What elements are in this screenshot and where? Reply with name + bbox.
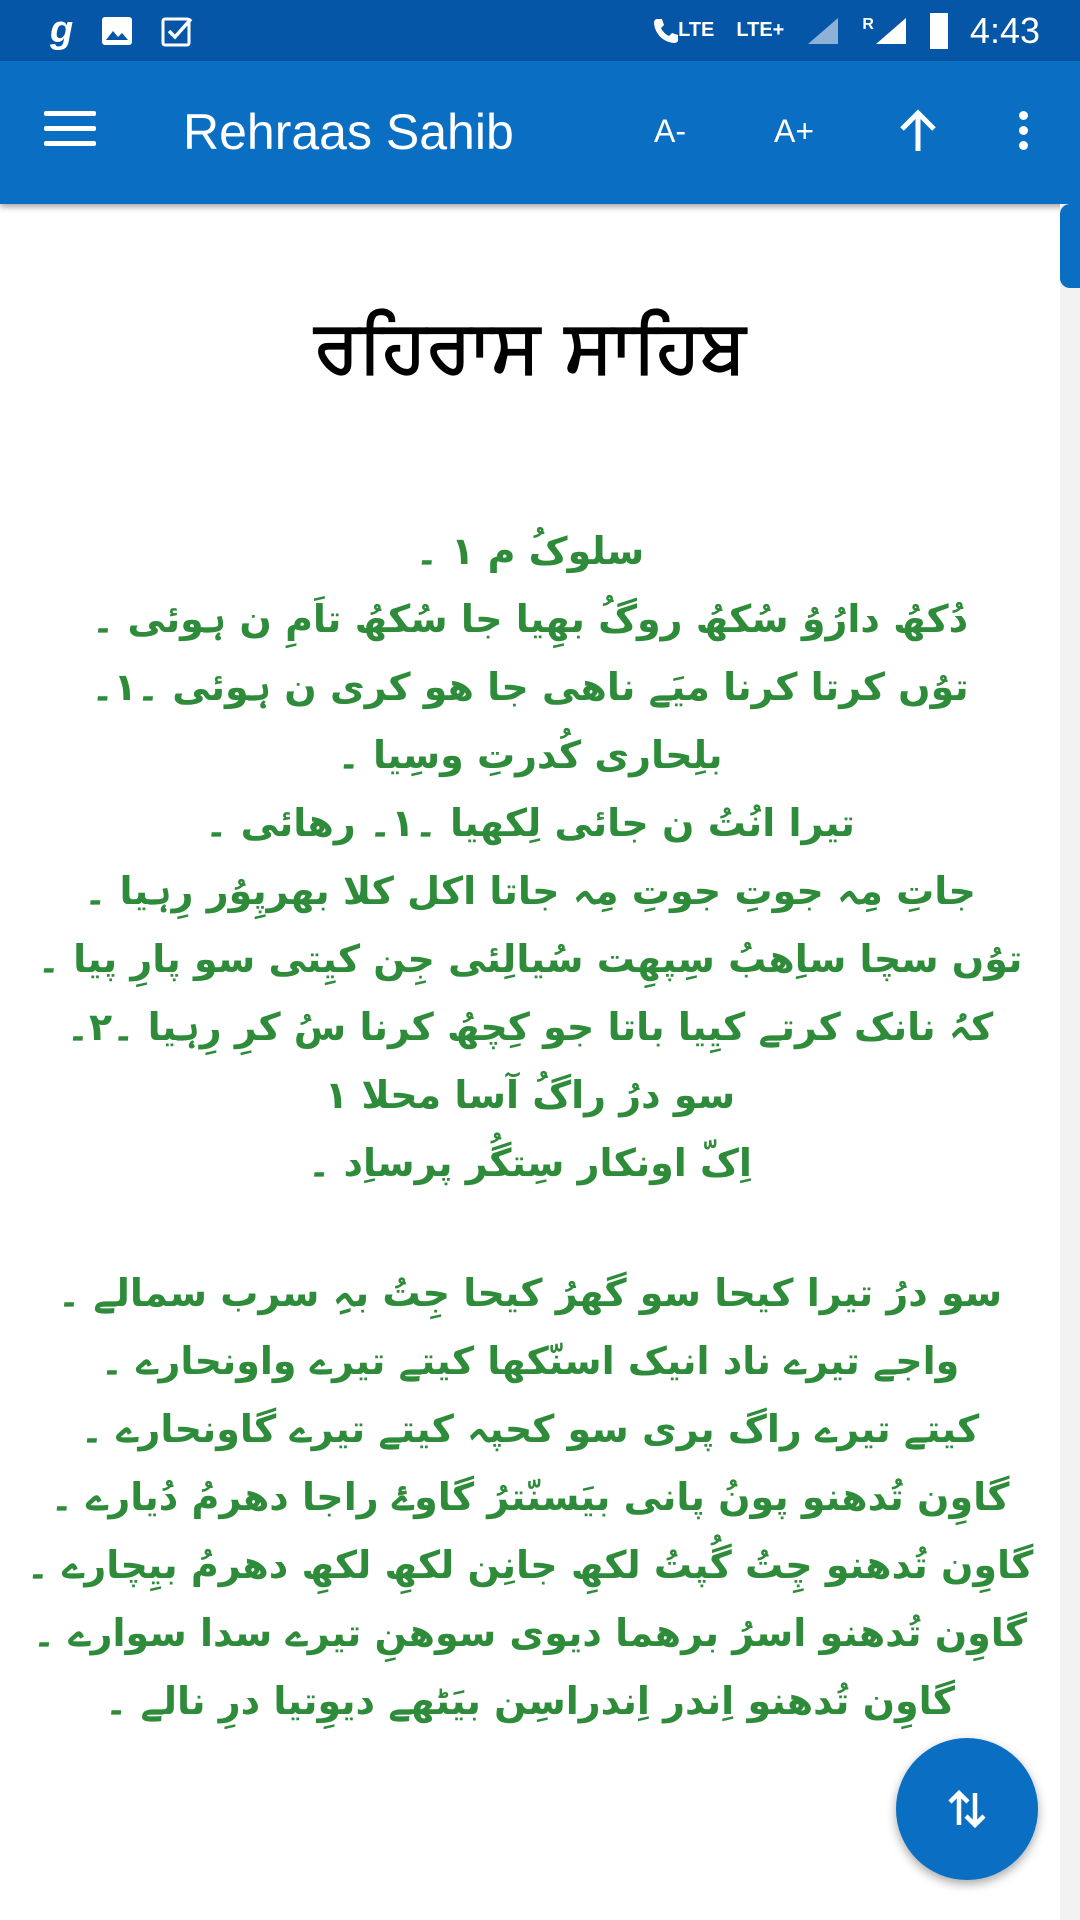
verse-line: سو درُ تیرا کیحا سو گھرُ کیحا جِتُ بہِ سرب سمالے ۔ bbox=[57, 1271, 1003, 1315]
verses bbox=[20, 517, 1040, 1735]
verse-line: توُں کرتا کرنا میَے ناھی جا ھو کری ن ہوئی ۔١۔ bbox=[91, 665, 969, 709]
roaming-label: R bbox=[862, 15, 874, 33]
battery-icon bbox=[930, 13, 948, 49]
scroll-to-top-icon[interactable] bbox=[890, 105, 946, 157]
image-notification-icon bbox=[101, 16, 133, 46]
status-bar-system bbox=[652, 10, 1080, 52]
signal-icon bbox=[806, 16, 840, 46]
swap-scroll-fab[interactable] bbox=[896, 1738, 1038, 1880]
verse-line: گاوِن تُدھنو پونُ پانی بیَسنّترُ گاوۓ راجا دھرمُ دُیارے ۔ bbox=[50, 1475, 1010, 1519]
roaming-signal-icon bbox=[874, 16, 908, 46]
scrollbar-track[interactable] bbox=[1060, 204, 1080, 1920]
verse-line: تیرا انُتُ ن جائی لِکھیا ۔١۔ رھائی ۔ bbox=[205, 801, 855, 845]
app-bar bbox=[0, 61, 1080, 204]
verse-line: گاوِن تُدھنو چِتُ گُپتُ لکھِ جانِن لکھِ لکھِ دھرمُ بیِچارے ۔ bbox=[26, 1543, 1034, 1587]
verse-line: گاوِن تُدھنو اِندر اِندراسِن بیَٹھے دیوِتیا درِ نالے ۔ bbox=[105, 1679, 955, 1723]
app-title: Rehraas Sahib bbox=[183, 104, 514, 160]
lte-label: LTE bbox=[678, 19, 715, 41]
status-bar bbox=[0, 0, 1080, 61]
verse-line: سلوکُ م ١ ۔ bbox=[415, 529, 645, 573]
font-decrease-button[interactable]: A- bbox=[654, 113, 686, 149]
page-title: ਰਹਿਰਾਸ ਸਾਹਿਬ bbox=[314, 304, 746, 388]
stanza-gap bbox=[20, 1197, 1040, 1259]
clock: 4:43 bbox=[969, 9, 1040, 51]
swap-vertical-icon bbox=[945, 1785, 989, 1833]
scrollbar-thumb[interactable] bbox=[1060, 204, 1080, 288]
verse-line: گاوِن تُدھنو اسرُ برھما دیوی سوھنِ تیرے سدا سوارے ۔ bbox=[32, 1611, 1028, 1655]
g-notification-icon: g bbox=[50, 9, 74, 51]
roaming-signal bbox=[862, 16, 908, 46]
verse-line: اِکّ اونکار سِتگُر پرساِد ۔ bbox=[308, 1141, 752, 1185]
verse-line: واجے تیرے ناد انیک اسنّکھا کیتے تیرے واونحارے ۔ bbox=[100, 1339, 960, 1383]
verse-line: جاتِ مِہ جوتِ جوتِ مِہ جاتا اکل کلا بھرپِوُر رِہیا ۔ bbox=[84, 869, 976, 913]
verse-line: توُں سچا ساِھبُ سِپھِت سُیالِئی جِن کیِتی سو پارِ پیا ۔ bbox=[37, 937, 1023, 981]
verse-line: کیتے تیرے راگ پری سو کحپہ کیتے تیرے گاونحارے ۔ bbox=[80, 1407, 980, 1451]
verse-line: بلِحاری کُدرتِ وسِیا ۔ bbox=[337, 733, 723, 777]
status-bar-notifications bbox=[0, 9, 193, 52]
verse-line: کہُ نانک کرتے کیِیا باتا جو کِچھُ کرنا سُ کرِ رِہیا ۔٢۔ bbox=[66, 1005, 994, 1049]
hamburger-menu-icon[interactable] bbox=[44, 111, 96, 151]
checkbox-notification-icon bbox=[161, 15, 193, 47]
verse-line: دُکھُ دارُوُ سُکھُ روگُ بھِیا جا سُکھُ تاَمِ ن ہوئی ۔ bbox=[91, 597, 969, 641]
lte-plus-label: LTE+ bbox=[736, 19, 785, 41]
more-options-icon[interactable] bbox=[1000, 105, 1046, 157]
font-increase-button[interactable]: A+ bbox=[773, 113, 815, 149]
verse-line: سو درُ راگُ آسا محلا ١ bbox=[324, 1073, 736, 1117]
content-area[interactable] bbox=[0, 204, 1060, 1920]
lte-call-icon bbox=[652, 17, 714, 45]
